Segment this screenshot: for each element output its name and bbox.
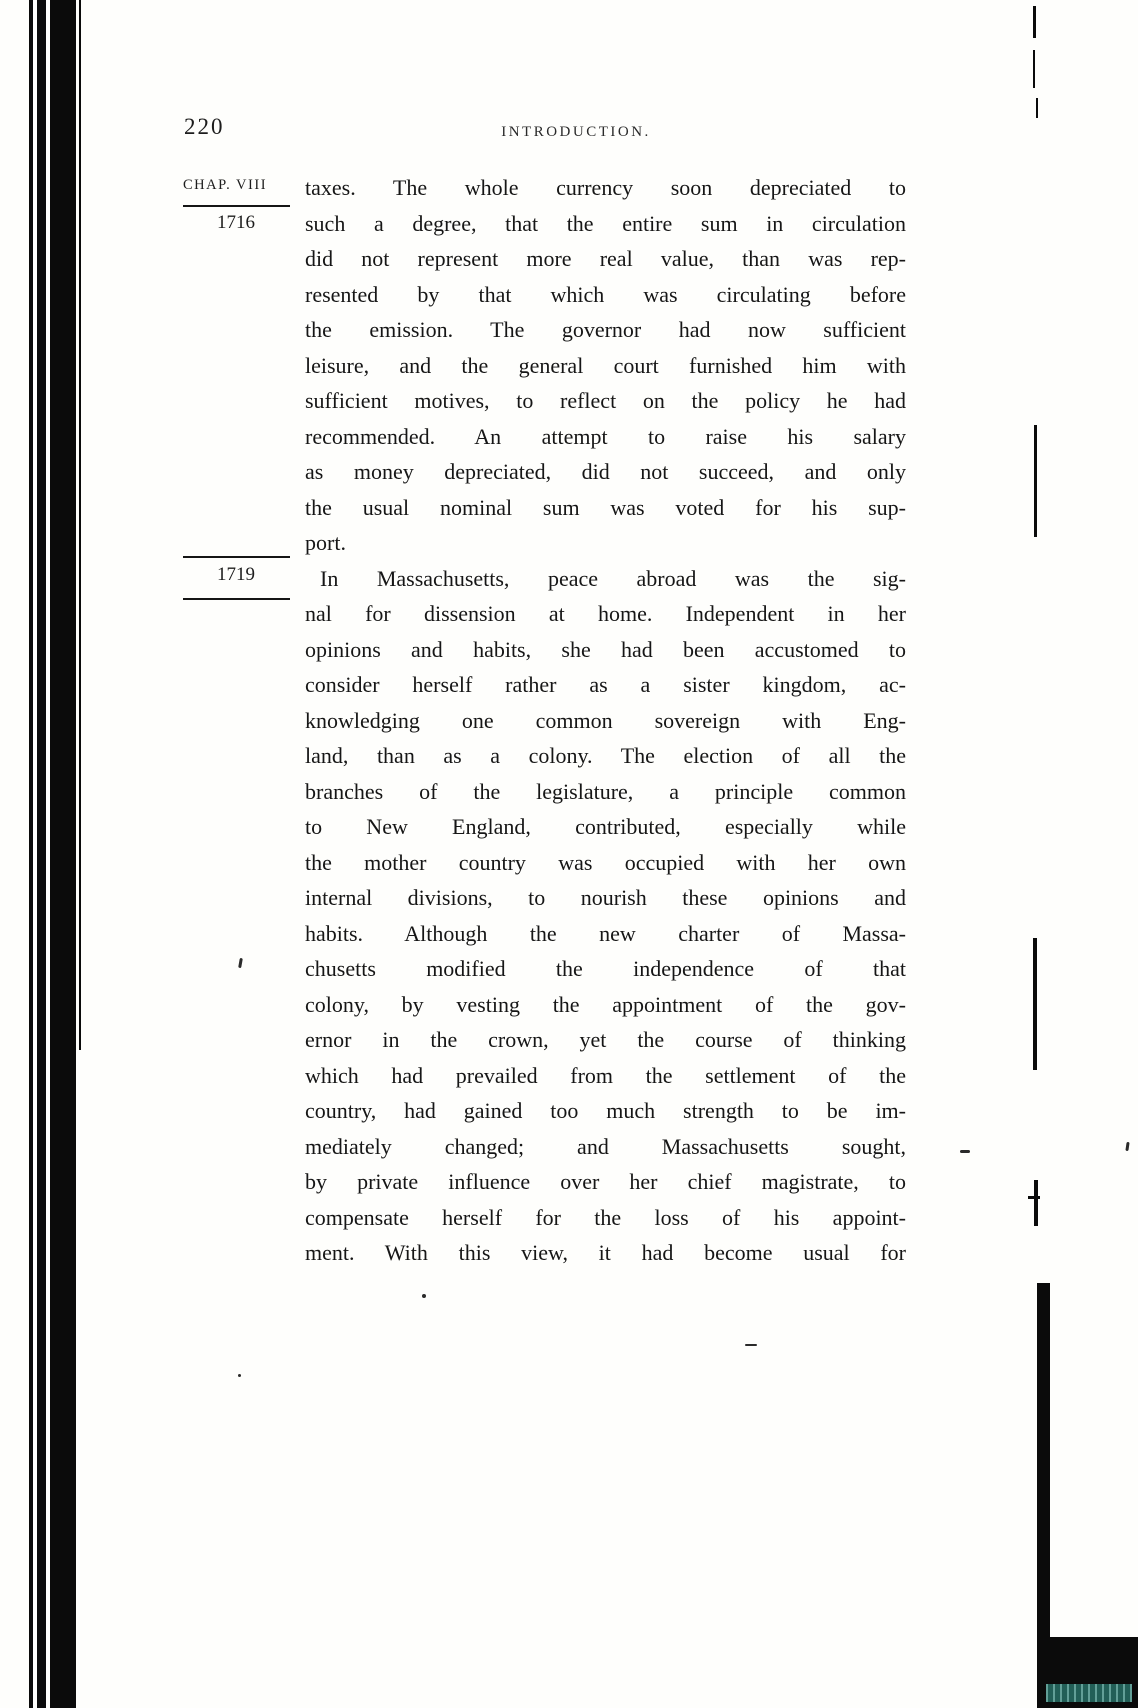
text-line: consider herself rather as a sister kingdom, ac- [305,672,906,697]
text-line: leisure, and the general court furnished him with [305,352,906,378]
text-line: to New England, contributed, especially while [305,814,906,839]
text-line: mediately changed; and Massachusetts sought, [305,1133,906,1159]
text-line: compensate herself for the loss of his appoint- [305,1204,906,1230]
year-note-1719: 1719 [217,564,255,585]
text-line: the mother country was occupied with her own [305,849,906,875]
text-line: land, than as a colony. The election of all the [305,743,906,768]
scan-binding-bar [79,0,81,1050]
scan-edge-mark [1028,1196,1040,1199]
scan-edge-mark [1034,1180,1038,1226]
scan-edge-mark [1034,425,1037,537]
text-line: nal for dissension at home. Independent in her [305,601,906,626]
margin-rule [183,598,290,600]
margin-rule [183,556,290,558]
text-line: opinions and habits, she had been accustomed to [305,636,906,662]
scan-binding-bar [50,0,76,1708]
ink-speck [422,1294,426,1298]
scan-edge-mark [1033,6,1036,38]
ink-speck [745,1344,757,1346]
text-line: by private influence over her chief magistrate, to [305,1169,906,1194]
text-line: did not represent more real value, than was rep- [305,246,906,271]
text-line: internal divisions, to nourish these opinions and [305,885,906,910]
text-line: In Massachusetts, peace abroad was the sig- [320,565,906,591]
chapter-note: CHAP. VIII [183,177,268,193]
text-line: resented by that which was circulating before [305,281,906,307]
scan-edge-mark [1033,50,1035,88]
text-line: such a degree, that the entire sum in circulation [305,210,906,236]
year-note-1716: 1716 [217,212,255,233]
ink-speck [1125,1142,1129,1151]
text-line: recommended. An attempt to raise his salary [305,423,906,449]
scan-binding-bar [29,0,33,1708]
ink-speck [960,1150,970,1153]
page-number: 220 [184,114,225,139]
text-line: colony, by vesting the appointment of the gov- [305,991,906,1017]
text-line: the usual nominal sum was voted for his sup- [305,494,906,520]
margin-rule [183,205,290,207]
scan-binding-bar [37,0,46,1708]
text-line: as money depreciated, did not succeed, and only [305,459,906,484]
text-line: knowledging one common sovereign with Eng- [305,707,906,733]
text-line: habits. Although the new charter of Massa- [305,920,906,946]
body-text [305,170,906,1271]
text-line: ernor in the crown, yet the course of thinking [305,1027,906,1052]
scan-edge-mark [1036,98,1038,118]
text-line: which had prevailed from the settlement of the [305,1062,906,1088]
ink-speck [238,1374,241,1377]
text-line: chusetts modified the independence of that [305,956,906,981]
text-line: country, had gained too much strength to be im- [305,1098,906,1123]
text-line: ment. With this view, it had become usual for [305,1240,906,1265]
text-line: the emission. The governor had now sufficient [305,317,906,342]
scan-edge-mark [1033,938,1037,1070]
text-line: branches of the legislature, a principle common [305,778,906,804]
text-line: sufficient motives, to reflect on the policy he had [305,388,906,413]
text-line: port. [305,530,346,555]
text-line: taxes. The whole currency soon depreciated to [305,175,906,200]
ink-speck [238,958,243,968]
teal-strip [1046,1684,1132,1702]
running-header: INTRODUCTION. [501,124,651,140]
